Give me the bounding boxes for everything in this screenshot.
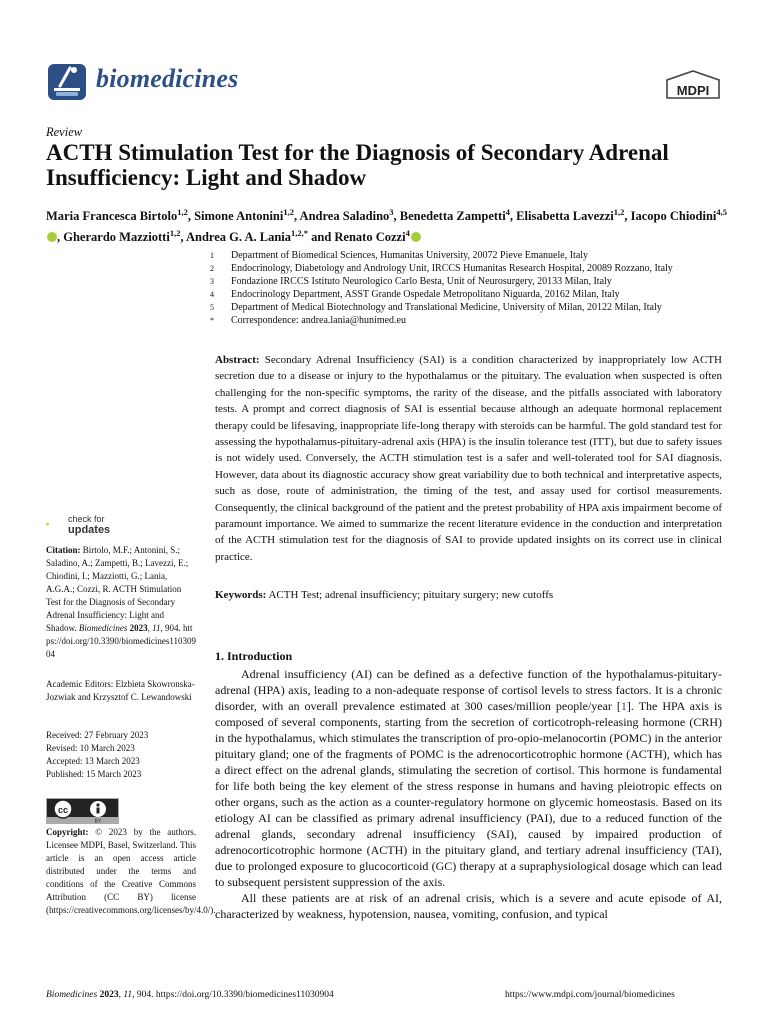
citation-text: Birtolo, M.F.; Antonini, S.; Saladino, A.; Zampetti, B.; Lavezzi, E.; Chiodini, I.; Mazziotti, G.; Lania, A.G.A.; Cozzi, R. ACTH Stimulation Test for the Diagnosis of Secondary Adrenal Insufficiency: Light and Shadow. bbox=[46, 545, 189, 633]
abstract bbox=[215, 352, 722, 565]
keywords-text: ACTH Test; adrenal insufficiency; pituitary surgery; new cutoffs bbox=[268, 589, 554, 601]
author-list: Maria Francesca Birtolo$^{1,2}$, Simone Antonini$^{1,2}$, Andrea Saladino$^3$, Benedetta Zampetti$^4$, Elisabetta Lavezzi$^{1,2}$, Iacopo Chiodini$^{4,5}$, Gherardo Mazziotti$^{1,2}$, Andrea G. A. Lania$^{1,2,*}$ and Renato Cozzi$^4$ bbox=[46, 207, 728, 245]
footer-journal-url[interactable]: https://www.mdpi.com/journal/biomedicines bbox=[505, 990, 675, 1000]
article-type: Review bbox=[46, 125, 83, 139]
check-updates-line1: check for bbox=[68, 514, 105, 524]
check-for-updates-icon[interactable] bbox=[46, 515, 66, 535]
affiliation-number: 1 bbox=[210, 251, 214, 260]
affiliation-row bbox=[210, 262, 730, 275]
intro-p1-part-a: Adrenal insufficiency (AI) can be defined as a defective function of the hypothalamus-pituitary-adrenal (HPA) axis, leading to a non-adequate response of cortisol levels to stress factors. It is a chronic disorder, with an overall prevalence estimated at 300 cases/million people/year [ bbox=[215, 667, 722, 713]
author-name: Renato Cozzi bbox=[334, 230, 406, 245]
affiliation-number: 4 bbox=[210, 290, 214, 299]
affiliation-text: Fondazione IRCCS Istituto Neurologico Carlo Besta, Unit of Neurosurgery, 20133 Milan, Italy bbox=[231, 276, 612, 287]
footer-journal: Biomedicines bbox=[46, 990, 98, 1000]
article-title: ACTH Stimulation Test for the Diagnosis of Secondary Adrenal Insufficiency: Light and Shadow bbox=[46, 140, 669, 190]
author-name: Maria Francesca Birtolo bbox=[46, 209, 178, 224]
author-name: Simone Antonini bbox=[194, 209, 284, 224]
citation-label: Citation: bbox=[46, 545, 81, 555]
keywords bbox=[215, 589, 722, 601]
author-affiliation-marker: 1,2 bbox=[283, 207, 294, 217]
copyright-notice bbox=[46, 826, 216, 917]
author-affiliation-marker: 4 bbox=[505, 207, 510, 217]
date-accepted: Accepted: 13 March 2023 bbox=[46, 756, 140, 766]
copyright-label: Copyright: bbox=[46, 827, 89, 837]
affiliation-text: Endocrinology, Diabetology and Andrology Unit, IRCCS Humanitas Research Hospital, 20089 Rozzano, Italy bbox=[231, 263, 673, 274]
footer-year: 2023 bbox=[99, 990, 119, 1000]
citation-year: 2023 bbox=[129, 623, 148, 633]
abstract-label: Abstract: bbox=[215, 354, 260, 366]
citation-journal: Biomedicines bbox=[78, 623, 128, 633]
citation-doi-link[interactable]: https://doi.org/10.3390/biomedicines11030904 bbox=[46, 623, 196, 659]
author-affiliation-marker: 4 bbox=[405, 228, 410, 239]
cc-by-license-icon[interactable] bbox=[46, 798, 119, 824]
affiliation-text: Department of Biomedical Sciences, Humanitas University, 20072 Pieve Emanuele, Italy bbox=[231, 250, 589, 261]
mdpi-logo-icon bbox=[663, 68, 723, 102]
citation-volume: 11 bbox=[152, 623, 161, 633]
affiliation-row bbox=[210, 288, 730, 301]
citation-page: , 904. bbox=[160, 623, 181, 633]
affiliation-row bbox=[210, 275, 730, 288]
orcid-icon[interactable] bbox=[47, 232, 57, 242]
affiliation-row bbox=[210, 301, 730, 314]
footer-doi[interactable]: , 904. https://doi.org/10.3390/biomedicines11030904 bbox=[132, 990, 334, 1000]
mdpi-logo-text: MDPI bbox=[676, 83, 710, 98]
reference-link[interactable]: 1 bbox=[620, 699, 627, 713]
affiliation-text: Endocrinology Department, ASST Grande Ospedale Metropolitano Niguarda, 20162 Milan, Italy bbox=[231, 289, 620, 300]
affiliation-number: 5 bbox=[210, 303, 214, 312]
check-for-updates-button[interactable] bbox=[68, 514, 110, 536]
academic-editors: Academic Editors: Elzbieta Skowronska-Jozwiak and Krzysztof C. Lewandowski bbox=[46, 679, 195, 702]
intro-p1-part-b: ]. The HPA axis is composed of several components, starting from the secretion of corticotroph-releasing hormone (CRH) in the hypothalamus, which stimulates the transcription of pro-opio-melanocortin (POMC) in the anterior pituitary gland; one of the fragments of POMC is the adrenocorticotrophic hormone (ACTH), which has a direct effect on the adrenal glands, stimulating the secretion of cortisol. This hormone is fundamental for life both being the key element of the stress response in humans and having pleiotropic effects on other organs, such as the action as a counter-regulatory hormone on glycemic homeostasis. Based on its etiology AI can be classified as primary adrenal insufficiency (PAI), due to a reduced function of the adrenal glands, secondary adrenal insufficiency (SAI), caused by impaired production of adrenocorticotrophic hormone (ACTH) in the pituitary gland, and tertiary adrenal insufficiency (TAI), due to prolonged exposure to glucocorticoid (GC) therapy at a supraphysiological dosage which can lead to subsequent persistent suppression of the axis. bbox=[215, 699, 722, 889]
author-affiliation-marker: 1,2,* bbox=[291, 228, 308, 239]
journal-logo-icon bbox=[46, 58, 88, 102]
author-name: Benedetta Zampetti bbox=[399, 209, 506, 224]
author-affiliation-marker: 1,2 bbox=[613, 207, 625, 217]
affiliation-text: Correspondence: andrea.lania@hunimed.eu bbox=[231, 315, 406, 326]
intro-paragraph: All these patients are at risk of an adrenal crisis, which is a severe and acute episode of AI, characterized by weakness, hypotension, nausea, vomiting, confusion, and typical bbox=[215, 891, 722, 921]
keywords-label: Keywords: bbox=[215, 589, 267, 601]
affiliations bbox=[210, 249, 730, 327]
author-name: Andrea G. A. Lania bbox=[186, 230, 291, 245]
copyright-text: © 2023 by the authors. Licensee MDPI, Basel, Switzerland. This article is an open access article distributed under the terms and conditions of the Creative Commons Attribution (CC BY) license (https://creativecommons.org/licenses/by/4.0/). bbox=[46, 827, 216, 915]
svg-text:BY: BY bbox=[94, 818, 102, 824]
author-affiliation-marker: 1,2 bbox=[177, 207, 188, 217]
introduction-body bbox=[215, 666, 722, 922]
journal-name: biomedicines bbox=[96, 64, 239, 93]
intro-paragraph bbox=[215, 666, 722, 890]
footer-citation: Biomedicines 2023, 11, 904. https://doi.org/10.3390/biomedicines11030904 bbox=[46, 990, 334, 1000]
author-name: Elisabetta Lavezzi bbox=[516, 209, 614, 224]
date-published: Published: 15 March 2023 bbox=[46, 769, 142, 779]
publication-dates bbox=[46, 729, 196, 781]
orcid-icon[interactable] bbox=[411, 232, 421, 242]
affiliation-row bbox=[210, 249, 730, 262]
svg-text:cc: cc bbox=[57, 805, 69, 815]
footer-volume: 11 bbox=[123, 990, 133, 1000]
author-affiliation-marker: 1,2 bbox=[169, 228, 181, 239]
citation-block: Citation: Birtolo, M.F.; Antonini, S.; Saladino, A.; Zampetti, B.; Lavezzi, E.; Chiodini, I.; Mazziotti, G.; Lania, A.G.A.; Cozzi, R. ACTH Stimulation Test for the Diagnosis of Secondary Adrenal Insufficiency: Light and Shadow. Biomedicines 2023, 11, 904. https://doi.org/10.3390/biomedicines11030904 bbox=[46, 545, 196, 659]
affiliation-number: 3 bbox=[210, 277, 214, 286]
affiliation-row bbox=[210, 314, 730, 327]
author-affiliation-marker: 3 bbox=[389, 207, 394, 217]
date-revised: Revised: 10 March 2023 bbox=[46, 743, 135, 753]
affiliation-number: 2 bbox=[210, 264, 214, 273]
section-heading-introduction: 1. Introduction bbox=[215, 649, 293, 663]
affiliation-number: * bbox=[210, 316, 214, 325]
author-name: Andrea Saladino bbox=[299, 209, 390, 224]
author-affiliation-marker: 4,5 bbox=[716, 207, 728, 217]
date-received: Received: 27 February 2023 bbox=[46, 730, 149, 740]
author-name: Iacopo Chiodini bbox=[630, 209, 717, 224]
check-updates-line2: updates bbox=[68, 524, 111, 536]
abstract-text: Secondary Adrenal Insufficiency (SAI) is a condition characterized by inappropriately low ACTH secretion due to a disease or injury to the hypothalamus or the pituitary. The evaluation when suspected is often challenging for the non-specific symptoms, the rarity of the disease, and the pitfalls associated with laboratory tests. A prompt and correct diagnosis of SAI is essential because although an adequate hormonal replacement therapy could be lifesaving, inappropriate life-long therapy with steroids can be harmful. The gold standard test for assessing the hypothalamus-pituitary-adrenal axis (HPA) is the insulin tolerance test (ITT), but due to safety issues is not widely used. Conversely, the ACTH stimulation test is a safer and well-tolerated tool for SAI diagnosis. However, data about its diagnostic accuracy show great variability due to both technical and interpretative aspects, such as dose, route of administration, the timing of the test, and assay used for cortisol measurements. Consequently, the clinical background of the patient and the pretest probability of HPA axis impairment become of paramount importance. We aimed to summarize the recent literature evidence in the conduction and interpretation of the ACTH stimulation test for the diagnosis of SAI to provide updated insights on its correct use in clinical practice. bbox=[215, 354, 722, 563]
affiliation-text: Department of Medical Biotechnology and Translational Medicine, University of Milan, 20122 Milan, Italy bbox=[231, 302, 662, 313]
author-name: Gherardo Mazziotti bbox=[63, 230, 170, 245]
